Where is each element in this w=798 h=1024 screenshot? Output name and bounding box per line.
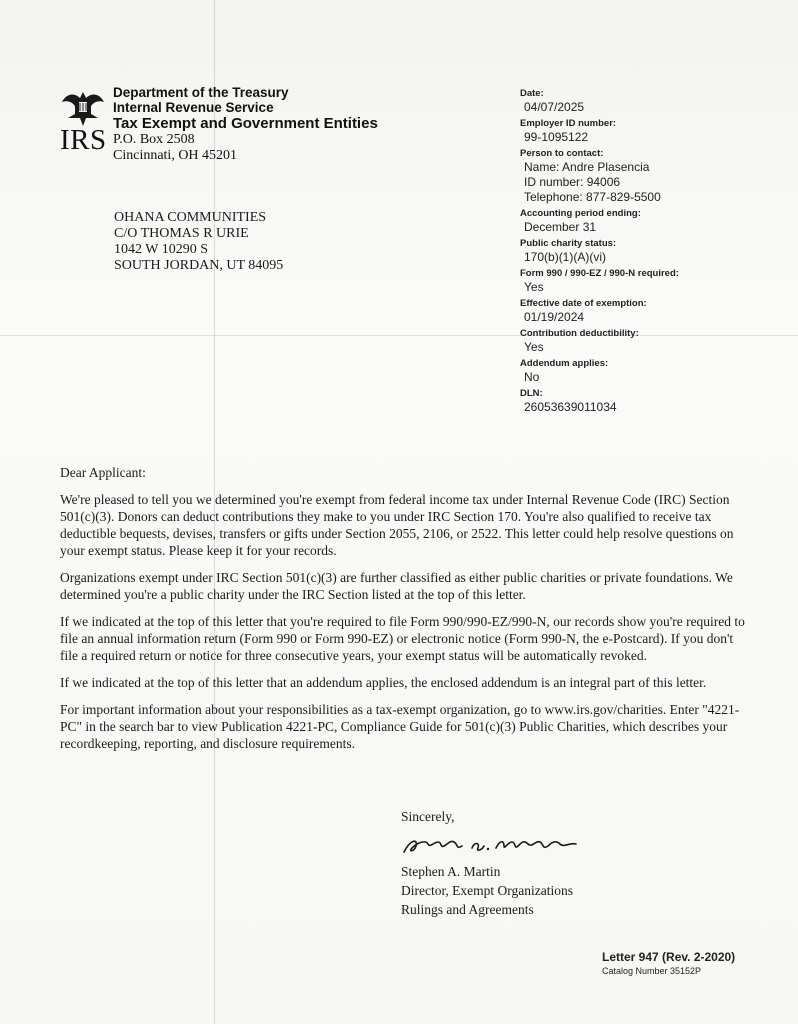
addendum-value: No [524,370,540,384]
paragraph-4: If we indicated at the top of this letter that an addendum applies, the enclosed addendum is an integral part of this letter. [60,675,707,690]
accounting-label: Accounting period ending: [520,208,641,219]
closing-sincerely: Sincerely, [401,809,455,824]
paragraph-5: For important information about your responsibilities as a tax-exempt organization, go to www.irs.gov/charities. Enter "4221-PC" in the search bar to view Publication 4221-PC, Compliance Guide for 501(c)(3) Public Charities, which describes your recordkeeping, reporting, and disclosure requirements. [60,702,740,751]
letter-number: Letter 947 (Rev. 2-2020) [602,950,736,964]
signer-title-1: Director, Exempt Organizations [401,883,574,898]
recipient-line-2: C/O THOMAS R URIE [114,226,249,241]
agency-block [113,85,378,164]
letter-body [60,464,750,762]
agency-line-3: Tax Exempt and Government Entities [113,115,378,132]
signer-name: Stephen A. Martin [401,864,501,879]
accounting-value: December 31 [524,220,597,234]
paragraph-3: If we indicated at the top of this letter that you're required to file Form 990/990-EZ/990-N, our records show you're required to file an annual information return (Form 990 or Form 990-EZ) or electronic notice (Form 990-N, the e-Postcard). If you don't file a required return or notice for three consecutive years, your exempt status will be automatically revoked. [60,614,745,663]
contact-id: ID number: 94006 [524,175,621,189]
contact-phone: Telephone: 877-829-5500 [524,190,661,204]
deductibility-value: Yes [524,340,544,354]
agency-line-1: Department of the Treasury [113,85,289,100]
agency-address-1: P.O. Box 2508 [113,132,195,147]
contact-label: Person to contact: [520,148,604,159]
date-label: Date: [520,88,544,99]
ein-value: 99-1095122 [524,130,589,144]
charity-status-value: 170(b)(1)(A)(vi) [524,250,607,264]
addendum-label: Addendum applies: [520,358,609,369]
agency-line-2: Internal Revenue Service [113,100,274,115]
signer-title-2: Rulings and Agreements [401,902,534,917]
recipient-address [114,210,283,274]
footer [602,950,735,977]
dln-value: 26053639011034 [524,400,617,414]
effective-date-value: 01/19/2024 [524,310,585,324]
eagle-icon [58,88,108,128]
deductibility-label: Contribution deductibility: [520,328,639,339]
recipient-line-3: 1042 W 10290 S [114,242,208,257]
salutation: Dear Applicant: [60,465,146,480]
info-column [520,88,780,418]
form-required-label: Form 990 / 990-EZ / 990-N required: [520,268,679,279]
form-required-value: Yes [524,280,544,294]
recipient-line-1: OHANA COMMUNITIES [114,210,267,225]
agency-address-2: Cincinnati, OH 45201 [113,148,238,163]
paragraph-2: Organizations exempt under IRC Section 501(c)(3) are further classified as either public charities or private foundations. We determined you're a public charity under the IRC Section listed at the top of this letter. [60,570,733,602]
charity-status-label: Public charity status: [520,238,617,249]
ein-label: Employer ID number: [520,118,617,129]
signer-block [401,862,573,919]
effective-date-label: Effective date of exemption: [520,298,647,309]
recipient-line-4: SOUTH JORDAN, UT 84095 [114,258,284,273]
irs-logo-text: IRS [60,124,107,156]
paragraph-1: We're pleased to tell you we determined you're exempt from federal income tax under Internal Revenue Code (IRC) Section 501(c)(3). Donors can deduct contributions they make to you under IRC Section 170. You're also qualified to receive tax deductible bequests, devises, transfers or gifts under Section 2055, 2106, or 2522. This letter could help resolve questions on your exempt status. Please keep it for your records. [60,492,734,558]
dln-label: DLN: [520,388,543,399]
date-value: 04/07/2025 [524,100,585,114]
contact-name: Name: Andre Plasencia [524,160,650,174]
catalog-number: Catalog Number 35152P [602,966,702,976]
irs-logo [58,88,108,158]
handwritten-signature [400,830,590,858]
